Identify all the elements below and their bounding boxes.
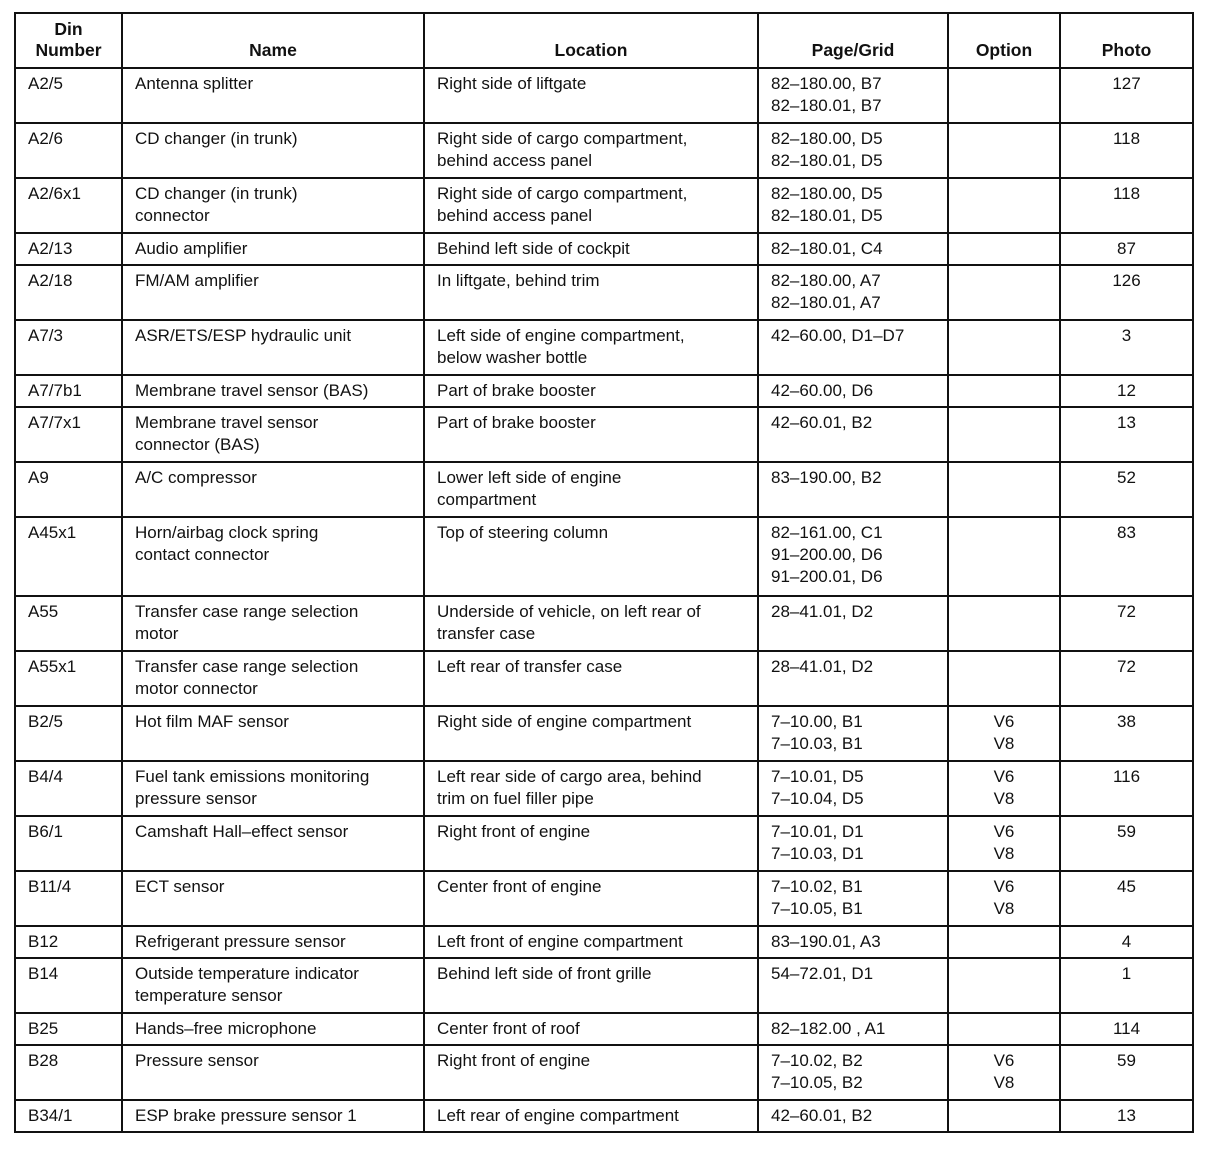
location-cell xyxy=(424,1013,758,1045)
name-cell-line: Refrigerant pressure sensor xyxy=(135,932,346,951)
din-number-cell-line: A45x1 xyxy=(28,523,77,542)
name-cell-line: Pressure sensor xyxy=(135,1051,259,1070)
din-number-cell xyxy=(15,926,122,958)
page-grid-cell xyxy=(758,651,948,706)
page-grid-cell-line: 28–41.01, D2 xyxy=(771,657,874,676)
header-page-grid: Page/Grid xyxy=(758,13,948,68)
location-cell-line: behind access panel xyxy=(437,206,593,225)
page-grid-cell xyxy=(758,1045,948,1100)
photo-cell xyxy=(1060,706,1193,761)
name-cell-line: Membrane travel sensor xyxy=(135,413,319,432)
page-grid-cell-line: 82–180.00, B7 xyxy=(771,74,882,93)
photo-cell xyxy=(1060,761,1193,816)
page-grid-cell-line: 82–161.00, C1 xyxy=(771,523,883,542)
location-cell-line: Top of steering column xyxy=(437,523,609,542)
din-number-cell-line: A2/18 xyxy=(28,271,73,290)
table-row xyxy=(15,706,1193,761)
location-cell-line: Center front of engine xyxy=(437,877,602,896)
page-grid-cell-line: 7–10.02, B1 xyxy=(771,877,863,896)
option-cell-line: V6 xyxy=(993,712,1015,731)
table-row xyxy=(15,1045,1193,1100)
page-grid-cell-line: 82–180.00, A7 xyxy=(771,271,881,290)
location-cell-line: Behind left side of front grille xyxy=(437,964,652,983)
name-cell xyxy=(122,320,424,375)
din-number-cell xyxy=(15,706,122,761)
din-number-cell-line: B11/4 xyxy=(28,877,72,896)
table-row xyxy=(15,816,1193,871)
name-cell xyxy=(122,926,424,958)
page-grid-cell xyxy=(758,761,948,816)
din-number-cell-line: B2/5 xyxy=(28,712,63,731)
table-row xyxy=(15,517,1193,596)
location-cell-line: Left rear side of cargo area, behind xyxy=(437,767,702,786)
page-grid-cell-line: 7–10.05, B2 xyxy=(771,1073,863,1092)
name-cell xyxy=(122,1045,424,1100)
name-cell-line: connector (BAS) xyxy=(135,435,260,454)
name-cell xyxy=(122,407,424,462)
table-row xyxy=(15,926,1193,958)
din-number-cell xyxy=(15,761,122,816)
header-option: Option xyxy=(948,13,1060,68)
page-grid-cell-line: 91–200.01, D6 xyxy=(771,567,883,586)
din-number-cell xyxy=(15,517,122,596)
name-cell-line: FM/AM amplifier xyxy=(135,271,259,290)
location-cell-line: Lower left side of engine xyxy=(437,468,622,487)
location-cell-line: In liftgate, behind trim xyxy=(437,271,600,290)
location-cell-line: compartment xyxy=(437,490,537,509)
page-grid-cell xyxy=(758,958,948,1013)
header-din-line-2: Number xyxy=(35,40,102,60)
page-grid-cell xyxy=(758,1100,948,1132)
location-cell xyxy=(424,462,758,517)
photo-cell xyxy=(1060,233,1193,265)
name-cell-line: Transfer case range selection xyxy=(135,602,359,621)
page-grid-cell xyxy=(758,706,948,761)
photo-cell xyxy=(1060,1045,1193,1100)
page-grid-cell xyxy=(758,320,948,375)
din-number-cell xyxy=(15,651,122,706)
table-header xyxy=(15,13,1193,68)
page-grid-cell-line: 7–10.01, D1 xyxy=(771,822,864,841)
location-cell xyxy=(424,233,758,265)
name-cell-line: motor xyxy=(135,624,179,643)
din-number-cell-line: A2/5 xyxy=(28,74,63,93)
page-grid-cell xyxy=(758,407,948,462)
name-cell-line: CD changer (in trunk) xyxy=(135,184,298,203)
din-number-cell-line: A7/3 xyxy=(28,326,63,345)
din-number-cell xyxy=(15,958,122,1013)
din-number-cell-line: B28 xyxy=(28,1051,59,1070)
name-cell-line: Hands–free microphone xyxy=(135,1019,317,1038)
page-grid-cell xyxy=(758,596,948,651)
din-number-cell xyxy=(15,871,122,926)
component-location-table-wrap xyxy=(14,12,1192,1133)
location-cell xyxy=(424,123,758,178)
photo-cell xyxy=(1060,1100,1193,1132)
page-grid-cell xyxy=(758,926,948,958)
din-number-cell-line: A55 xyxy=(28,602,59,621)
din-number-cell xyxy=(15,816,122,871)
table-row xyxy=(15,407,1193,462)
page-grid-cell-line: 54–72.01, D1 xyxy=(771,964,874,983)
option-cell-line: V6 xyxy=(993,877,1015,896)
option-cell xyxy=(948,407,1060,462)
din-number-cell-line: B25 xyxy=(28,1019,59,1038)
photo-cell xyxy=(1060,596,1193,651)
name-cell-line: Outside temperature indicator xyxy=(135,964,359,983)
page-grid-cell xyxy=(758,517,948,596)
din-number-cell xyxy=(15,375,122,407)
name-cell xyxy=(122,233,424,265)
name-cell xyxy=(122,178,424,233)
photo-cell-line: 72 xyxy=(1117,602,1136,621)
name-cell xyxy=(122,1013,424,1045)
location-cell-line: Part of brake booster xyxy=(437,413,596,432)
page-grid-cell xyxy=(758,816,948,871)
photo-cell xyxy=(1060,265,1193,320)
table-row xyxy=(15,265,1193,320)
page-grid-cell xyxy=(758,265,948,320)
name-cell-line: motor connector xyxy=(135,679,258,698)
page-grid-cell-line: 82–180.00, D5 xyxy=(771,129,883,148)
name-cell xyxy=(122,958,424,1013)
name-cell xyxy=(122,871,424,926)
page-grid-cell-line: 28–41.01, D2 xyxy=(771,602,874,621)
table-row xyxy=(15,233,1193,265)
page-grid-cell-line: 83–190.01, A3 xyxy=(771,932,881,951)
name-cell-line: Hot film MAF sensor xyxy=(135,712,289,731)
header-photo: Photo xyxy=(1060,13,1193,68)
location-cell xyxy=(424,265,758,320)
location-cell-line: Behind left side of cockpit xyxy=(437,239,630,258)
header-location: Location xyxy=(424,13,758,68)
option-cell xyxy=(948,958,1060,1013)
name-cell xyxy=(122,517,424,596)
din-number-cell xyxy=(15,1013,122,1045)
location-cell-line: Left side of engine compartment, xyxy=(437,326,685,345)
option-cell xyxy=(948,517,1060,596)
location-cell xyxy=(424,407,758,462)
location-cell-line: Part of brake booster xyxy=(437,381,596,400)
location-cell-line: transfer case xyxy=(437,624,536,643)
din-number-cell-line: A2/6x1 xyxy=(28,184,81,203)
name-cell xyxy=(122,761,424,816)
table-row xyxy=(15,178,1193,233)
table-row xyxy=(15,320,1193,375)
location-cell xyxy=(424,926,758,958)
location-cell xyxy=(424,761,758,816)
din-number-cell-line: A2/6 xyxy=(28,129,63,148)
option-cell xyxy=(948,68,1060,123)
page-grid-cell xyxy=(758,123,948,178)
name-cell xyxy=(122,1100,424,1132)
photo-cell xyxy=(1060,958,1193,1013)
page-grid-cell xyxy=(758,233,948,265)
din-number-cell-line: B4/4 xyxy=(28,767,63,786)
option-cell-line: V8 xyxy=(993,734,1015,753)
table-row xyxy=(15,651,1193,706)
option-cell xyxy=(948,375,1060,407)
location-cell xyxy=(424,958,758,1013)
photo-cell-line: 13 xyxy=(1117,1106,1136,1125)
table-row xyxy=(15,958,1193,1013)
location-cell-line: Left front of engine compartment xyxy=(437,932,683,951)
name-cell-line: Membrane travel sensor (BAS) xyxy=(135,381,369,400)
option-cell xyxy=(948,761,1060,816)
option-cell-line: V6 xyxy=(993,1051,1015,1070)
photo-cell-line: 12 xyxy=(1117,381,1136,400)
din-number-cell-line: A2/13 xyxy=(28,239,73,258)
photo-cell xyxy=(1060,651,1193,706)
location-cell-line: Right side of cargo compartment, xyxy=(437,129,688,148)
location-cell xyxy=(424,375,758,407)
page-grid-cell-line: 82–180.01, C4 xyxy=(771,239,883,258)
photo-cell-line: 59 xyxy=(1117,1051,1136,1070)
page-grid-cell-line: 91–200.00, D6 xyxy=(771,545,883,564)
page-grid-cell xyxy=(758,871,948,926)
option-cell xyxy=(948,706,1060,761)
table-row xyxy=(15,1100,1193,1132)
photo-cell-line: 116 xyxy=(1112,767,1141,786)
din-number-cell-line: B14 xyxy=(28,964,59,983)
page-grid-cell-line: 7–10.01, D5 xyxy=(771,767,864,786)
din-number-cell-line: B34/1 xyxy=(28,1106,73,1125)
table-row xyxy=(15,123,1193,178)
page-grid-cell-line: 82–180.01, B7 xyxy=(771,96,882,115)
din-number-cell xyxy=(15,233,122,265)
name-cell-line: CD changer (in trunk) xyxy=(135,129,298,148)
option-cell xyxy=(948,123,1060,178)
din-number-cell-line: B6/1 xyxy=(28,822,63,841)
location-cell-line: Center front of roof xyxy=(437,1019,580,1038)
location-cell xyxy=(424,816,758,871)
din-number-cell-line: A55x1 xyxy=(28,657,77,676)
option-cell xyxy=(948,596,1060,651)
table-row xyxy=(15,462,1193,517)
option-cell xyxy=(948,1100,1060,1132)
table-row xyxy=(15,871,1193,926)
name-cell xyxy=(122,651,424,706)
location-cell-line: behind access panel xyxy=(437,151,593,170)
name-cell xyxy=(122,123,424,178)
location-cell xyxy=(424,1100,758,1132)
page-grid-cell xyxy=(758,462,948,517)
location-cell xyxy=(424,596,758,651)
header-din-number xyxy=(15,13,122,68)
photo-cell xyxy=(1060,926,1193,958)
page-grid-cell-line: 7–10.00, B1 xyxy=(771,712,863,731)
name-cell-line: A/C compressor xyxy=(135,468,257,487)
option-cell xyxy=(948,816,1060,871)
name-cell-line: pressure sensor xyxy=(135,789,257,808)
photo-cell xyxy=(1060,68,1193,123)
din-number-cell xyxy=(15,462,122,517)
location-cell xyxy=(424,68,758,123)
option-cell xyxy=(948,651,1060,706)
option-cell xyxy=(948,233,1060,265)
din-number-cell-line: A9 xyxy=(28,468,49,487)
location-cell xyxy=(424,706,758,761)
page-grid-cell-line: 42–60.01, B2 xyxy=(771,1106,873,1125)
page-grid-cell-line: 42–60.00, D6 xyxy=(771,381,874,400)
page-grid-cell xyxy=(758,178,948,233)
table-body xyxy=(15,68,1193,1132)
location-cell-line: Right front of engine xyxy=(437,1051,591,1070)
name-cell xyxy=(122,68,424,123)
page-grid-cell-line: 7–10.03, B1 xyxy=(771,734,863,753)
option-cell-line: V8 xyxy=(993,899,1015,918)
name-cell-line: Fuel tank emissions monitoring xyxy=(135,767,370,786)
name-cell xyxy=(122,706,424,761)
location-cell-line: Right side of liftgate xyxy=(437,74,587,93)
page-grid-cell-line: 7–10.03, D1 xyxy=(771,844,864,863)
page-grid-cell-line: 82–180.01, D5 xyxy=(771,206,883,225)
name-cell-line: Horn/airbag clock spring xyxy=(135,523,319,542)
photo-cell-line: 38 xyxy=(1117,712,1136,731)
location-cell xyxy=(424,178,758,233)
option-cell xyxy=(948,1013,1060,1045)
name-cell-line: temperature sensor xyxy=(135,986,283,1005)
photo-cell xyxy=(1060,462,1193,517)
option-cell-line: V8 xyxy=(993,1073,1015,1092)
photo-cell-line: 114 xyxy=(1112,1019,1141,1038)
name-cell-line: connector xyxy=(135,206,210,225)
location-cell-line: Right side of cargo compartment, xyxy=(437,184,688,203)
photo-cell-line: 87 xyxy=(1117,239,1136,258)
name-cell xyxy=(122,462,424,517)
location-cell-line: below washer bottle xyxy=(437,348,588,367)
page-grid-cell-line: 42–60.01, B2 xyxy=(771,413,873,432)
din-number-cell-line: A7/7x1 xyxy=(28,413,81,432)
name-cell-line: ESP brake pressure sensor 1 xyxy=(135,1106,357,1125)
option-cell-line: V8 xyxy=(993,789,1015,808)
page-grid-cell-line: 7–10.02, B2 xyxy=(771,1051,863,1070)
option-cell-line: V6 xyxy=(993,822,1015,841)
name-cell xyxy=(122,596,424,651)
page-grid-cell-line: 83–190.00, B2 xyxy=(771,468,882,487)
option-cell xyxy=(948,926,1060,958)
location-cell xyxy=(424,651,758,706)
photo-cell xyxy=(1060,123,1193,178)
photo-cell-line: 4 xyxy=(1121,932,1132,951)
photo-cell-line: 126 xyxy=(1112,271,1141,290)
page-grid-cell-line: 82–180.01, D5 xyxy=(771,151,883,170)
table-row xyxy=(15,596,1193,651)
location-cell-line: Left rear of transfer case xyxy=(437,657,623,676)
option-cell-line: V6 xyxy=(993,767,1015,786)
photo-cell-line: 127 xyxy=(1112,74,1141,93)
photo-cell-line: 45 xyxy=(1117,877,1136,896)
photo-cell-line: 59 xyxy=(1117,822,1136,841)
name-cell xyxy=(122,265,424,320)
location-cell xyxy=(424,517,758,596)
page-grid-cell-line: 82–180.00, D5 xyxy=(771,184,883,203)
location-cell-line: Left rear of engine compartment xyxy=(437,1106,679,1125)
name-cell-line: Antenna splitter xyxy=(135,74,254,93)
page-grid-cell-line: 7–10.05, B1 xyxy=(771,899,863,918)
din-number-cell xyxy=(15,1100,122,1132)
location-cell xyxy=(424,1045,758,1100)
photo-cell-line: 13 xyxy=(1117,413,1136,432)
table-row xyxy=(15,375,1193,407)
component-location-table xyxy=(14,12,1194,1133)
page-grid-cell xyxy=(758,1013,948,1045)
location-cell-line: Underside of vehicle, on left rear of xyxy=(437,602,701,621)
din-number-cell xyxy=(15,407,122,462)
photo-cell-line: 52 xyxy=(1117,468,1136,487)
din-number-cell xyxy=(15,320,122,375)
photo-cell xyxy=(1060,816,1193,871)
option-cell xyxy=(948,462,1060,517)
name-cell-line: Camshaft Hall–effect sensor xyxy=(135,822,349,841)
din-number-cell xyxy=(15,178,122,233)
page-grid-cell-line: 82–182.00 , A1 xyxy=(771,1019,886,1038)
din-number-cell xyxy=(15,68,122,123)
photo-cell xyxy=(1060,178,1193,233)
name-cell-line: ECT sensor xyxy=(135,877,225,896)
option-cell-line: V8 xyxy=(993,844,1015,863)
photo-cell-line: 118 xyxy=(1112,184,1141,203)
location-cell xyxy=(424,320,758,375)
header-name: Name xyxy=(122,13,424,68)
name-cell-line: Audio amplifier xyxy=(135,239,248,258)
page-grid-cell-line: 42–60.00, D1–D7 xyxy=(771,326,905,345)
name-cell xyxy=(122,375,424,407)
din-number-cell-line: B12 xyxy=(28,932,59,951)
photo-cell xyxy=(1060,871,1193,926)
location-cell-line: Right side of engine compartment xyxy=(437,712,692,731)
page-grid-cell xyxy=(758,68,948,123)
location-cell-line: Right front of engine xyxy=(437,822,591,841)
photo-cell-line: 1 xyxy=(1121,964,1132,983)
option-cell xyxy=(948,320,1060,375)
photo-cell xyxy=(1060,375,1193,407)
photo-cell-line: 72 xyxy=(1117,657,1136,676)
name-cell-line: ASR/ETS/ESP hydraulic unit xyxy=(135,326,352,345)
din-number-cell xyxy=(15,123,122,178)
table-row xyxy=(15,68,1193,123)
page-grid-cell-line: 7–10.04, D5 xyxy=(771,789,864,808)
din-number-cell xyxy=(15,265,122,320)
header-din-line-1: Din xyxy=(54,19,83,39)
din-number-cell-line: A7/7b1 xyxy=(28,381,82,400)
page-grid-cell xyxy=(758,375,948,407)
option-cell xyxy=(948,871,1060,926)
photo-cell xyxy=(1060,407,1193,462)
location-cell xyxy=(424,871,758,926)
table-row xyxy=(15,1013,1193,1045)
din-number-cell xyxy=(15,1045,122,1100)
photo-cell xyxy=(1060,517,1193,596)
name-cell xyxy=(122,816,424,871)
din-number-cell xyxy=(15,596,122,651)
option-cell xyxy=(948,265,1060,320)
option-cell xyxy=(948,178,1060,233)
photo-cell xyxy=(1060,320,1193,375)
photo-cell-line: 118 xyxy=(1112,129,1141,148)
page-grid-cell-line: 82–180.01, A7 xyxy=(771,293,881,312)
photo-cell-line: 3 xyxy=(1121,326,1132,345)
option-cell xyxy=(948,1045,1060,1100)
header-row xyxy=(15,13,1193,68)
name-cell-line: contact connector xyxy=(135,545,270,564)
location-cell-line: trim on fuel filler pipe xyxy=(437,789,594,808)
photo-cell xyxy=(1060,1013,1193,1045)
table-row xyxy=(15,761,1193,816)
photo-cell-line: 83 xyxy=(1117,523,1136,542)
name-cell-line: Transfer case range selection xyxy=(135,657,359,676)
